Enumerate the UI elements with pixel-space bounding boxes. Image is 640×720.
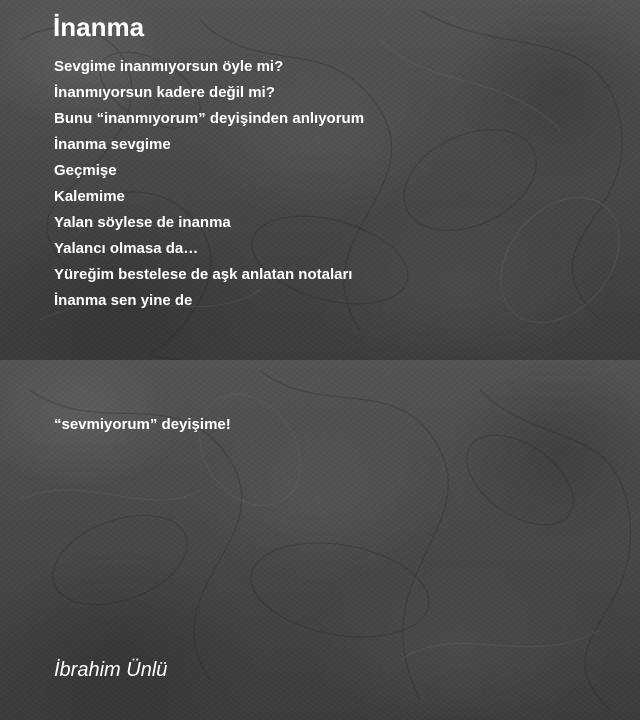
poem-author: İbrahim Ünlü xyxy=(54,659,168,681)
poem-line: Yüreğim bestelese de aşk anlatan notaları xyxy=(54,266,353,283)
poem-line: Yalancı olmasa da… xyxy=(54,240,199,257)
poem-line: Kalemime xyxy=(54,188,125,205)
poem-stanza xyxy=(54,54,364,314)
poem-line: Yalan söylese de inanma xyxy=(54,214,231,231)
poem-title: İnanma xyxy=(53,12,145,42)
poem-continuation-line: “sevmiyorum” deyişime! xyxy=(54,416,231,433)
poem-line: İnanmıyorsun kadere değil mi? xyxy=(54,84,275,101)
poem-line: Bunu “inanmıyorum” deyişinden anlıyorum xyxy=(54,110,365,127)
poem-line: Geçmişe xyxy=(54,162,117,179)
poem-card-bottom xyxy=(0,360,640,720)
poem-line: İnanma sen yine de xyxy=(54,292,193,309)
poem-line: İnanma sevgime xyxy=(54,136,171,153)
poem-line: Sevgime inanmıyorsun öyle mi? xyxy=(54,58,284,75)
